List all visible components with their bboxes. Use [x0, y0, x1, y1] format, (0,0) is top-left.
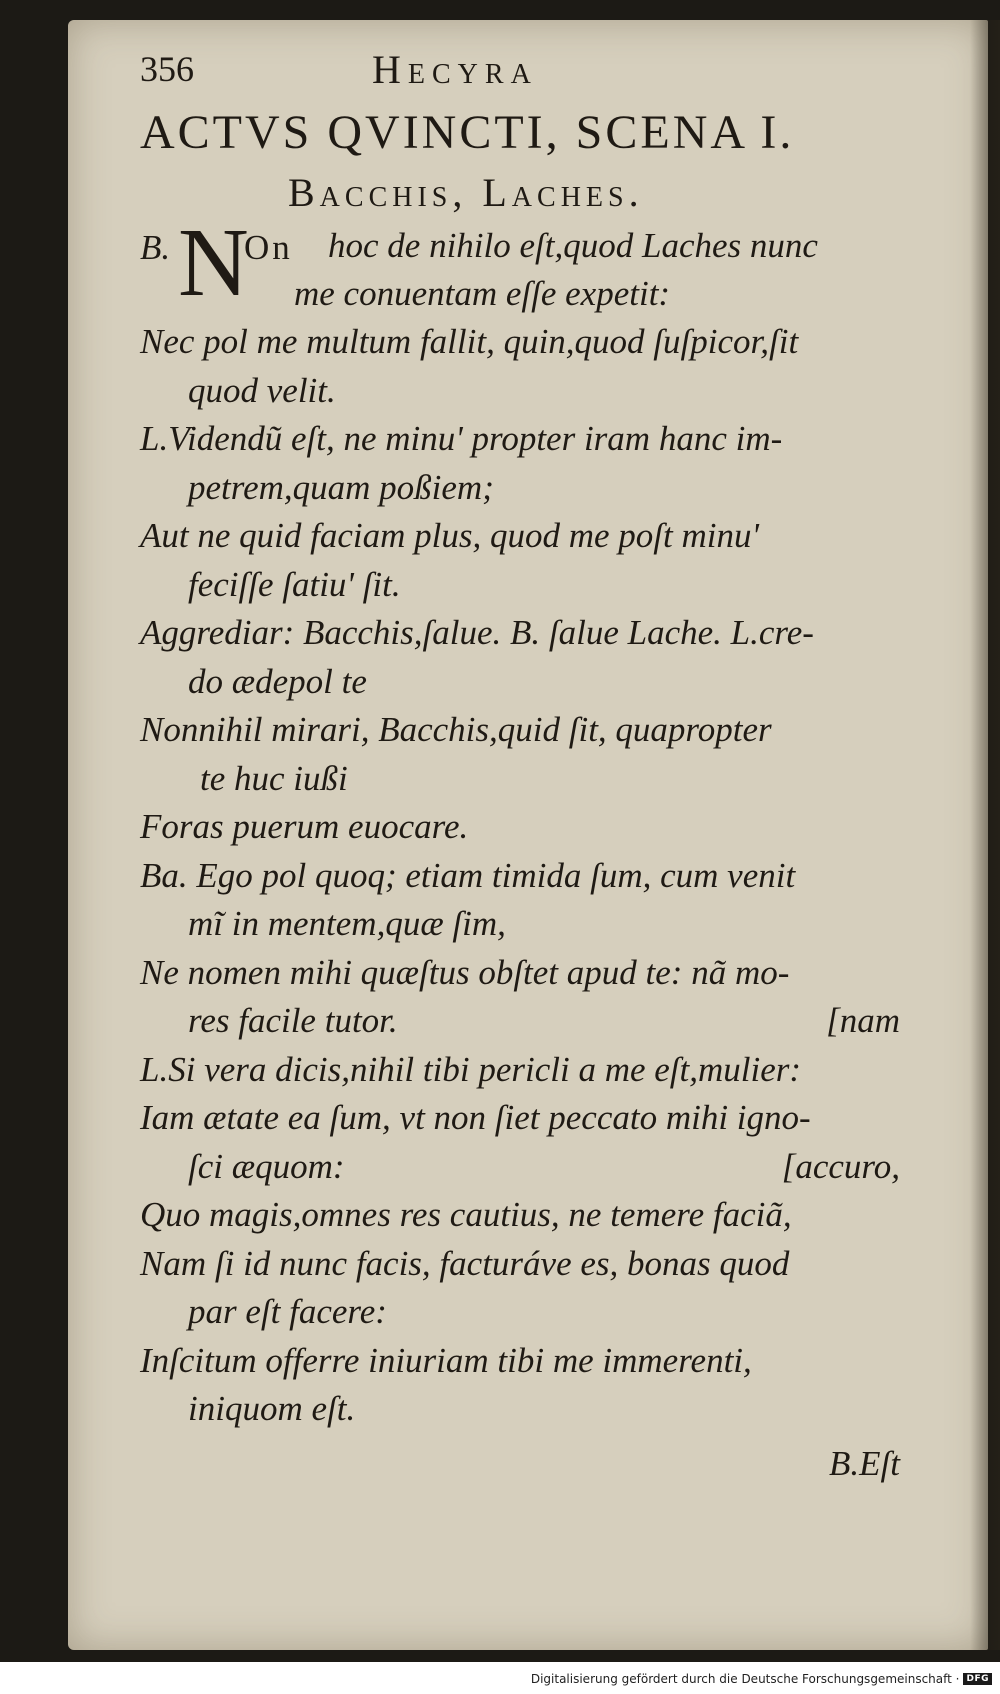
act-heading: ACTVS QVINCTI, SCENA I. — [140, 106, 795, 159]
verse-line: Nam ſi id nunc facis, facturáve es, bonas quod — [140, 1243, 790, 1283]
verse-line: petrem,quam poßiem; — [188, 467, 494, 507]
page-number: 356 — [140, 49, 194, 89]
verse-line: L.Si vera dicis,nihil tibi pericli a me eſt,mulier: — [140, 1049, 802, 1089]
verse-line: Aggrediar: Bacchis,ſalue. B. ſalue Lache. L.cre- — [140, 613, 814, 652]
character-list: Bacchis, Laches. — [288, 170, 644, 215]
verse-line: do ædepol te — [188, 661, 367, 701]
credit-text: Digitalisierung gefördert durch die Deutsche Forschungsgemeinschaft · — [530, 1672, 960, 1686]
digitization-credit — [531, 1672, 992, 1686]
page-text — [140, 40, 900, 1484]
verse-line-with-bracket — [140, 1143, 900, 1192]
verse-line: par eſt facere: — [188, 1292, 387, 1331]
verse-line-text: ſci æquom: — [188, 1146, 345, 1186]
bracket-turnover: [accuro, — [781, 1146, 900, 1186]
verse-line-with-bracket — [140, 997, 900, 1046]
verse-line: feciſſe ſatiu' ſit. — [188, 564, 401, 604]
verse-line: iniquom eſt. — [188, 1389, 356, 1428]
drop-cap: N — [178, 209, 249, 317]
verse-line: Ba. Ego pol quoq; etiam timida ſum, cum venit — [140, 855, 796, 895]
running-head — [140, 40, 900, 102]
verse-line: te huc iußi — [200, 758, 348, 798]
dfg-logo-icon: DFG — [963, 1673, 992, 1685]
verse-line: Inſcitum offerre iniuriam tibi me immerenti, — [140, 1340, 752, 1380]
speaker-label: B. — [140, 228, 171, 267]
verse-line: Iam ætate ea ſum, vt non ſiet peccato mihi igno- — [140, 1098, 811, 1137]
verse-line: me conuentam eſſe expetit: — [294, 274, 671, 313]
verse-line-text: res facile tutor. — [188, 1001, 398, 1040]
catchword: B.Eſt — [829, 1443, 900, 1483]
verse-line: quod velit. — [188, 370, 336, 410]
verse-line: Aut ne quid faciam plus, quod me poſt minu' — [140, 516, 759, 555]
verse-line: hoc de nihilo eſt,quod Laches nunc — [328, 226, 818, 265]
verse-line: Nonnihil mirari, Bacchis,quid ſit, quapropter — [140, 710, 772, 749]
verse-line: Nec pol me multum fallit, quin,quod ſuſpicor,ſit — [140, 322, 799, 361]
verse-line: Ne nomen mihi quæſtus obſtet apud te: nã mo- — [140, 952, 790, 992]
verse-line: mĩ in mentem,quæ ſim, — [188, 904, 506, 943]
verse-line: L.Videndũ eſt, ne minu' propter iram hanc im- — [140, 419, 783, 458]
bracket-turnover: [nam — [826, 1001, 900, 1040]
drop-cap-rest: On — [244, 228, 293, 267]
verse-line: Quo magis,omnes res cautius, ne temere faciã, — [140, 1195, 792, 1234]
running-title: Hecyra — [372, 47, 538, 92]
page-edge-shadow — [970, 20, 1000, 1650]
opening-lines — [140, 209, 900, 318]
verse-line: Foras puerum euocare. — [140, 807, 469, 846]
